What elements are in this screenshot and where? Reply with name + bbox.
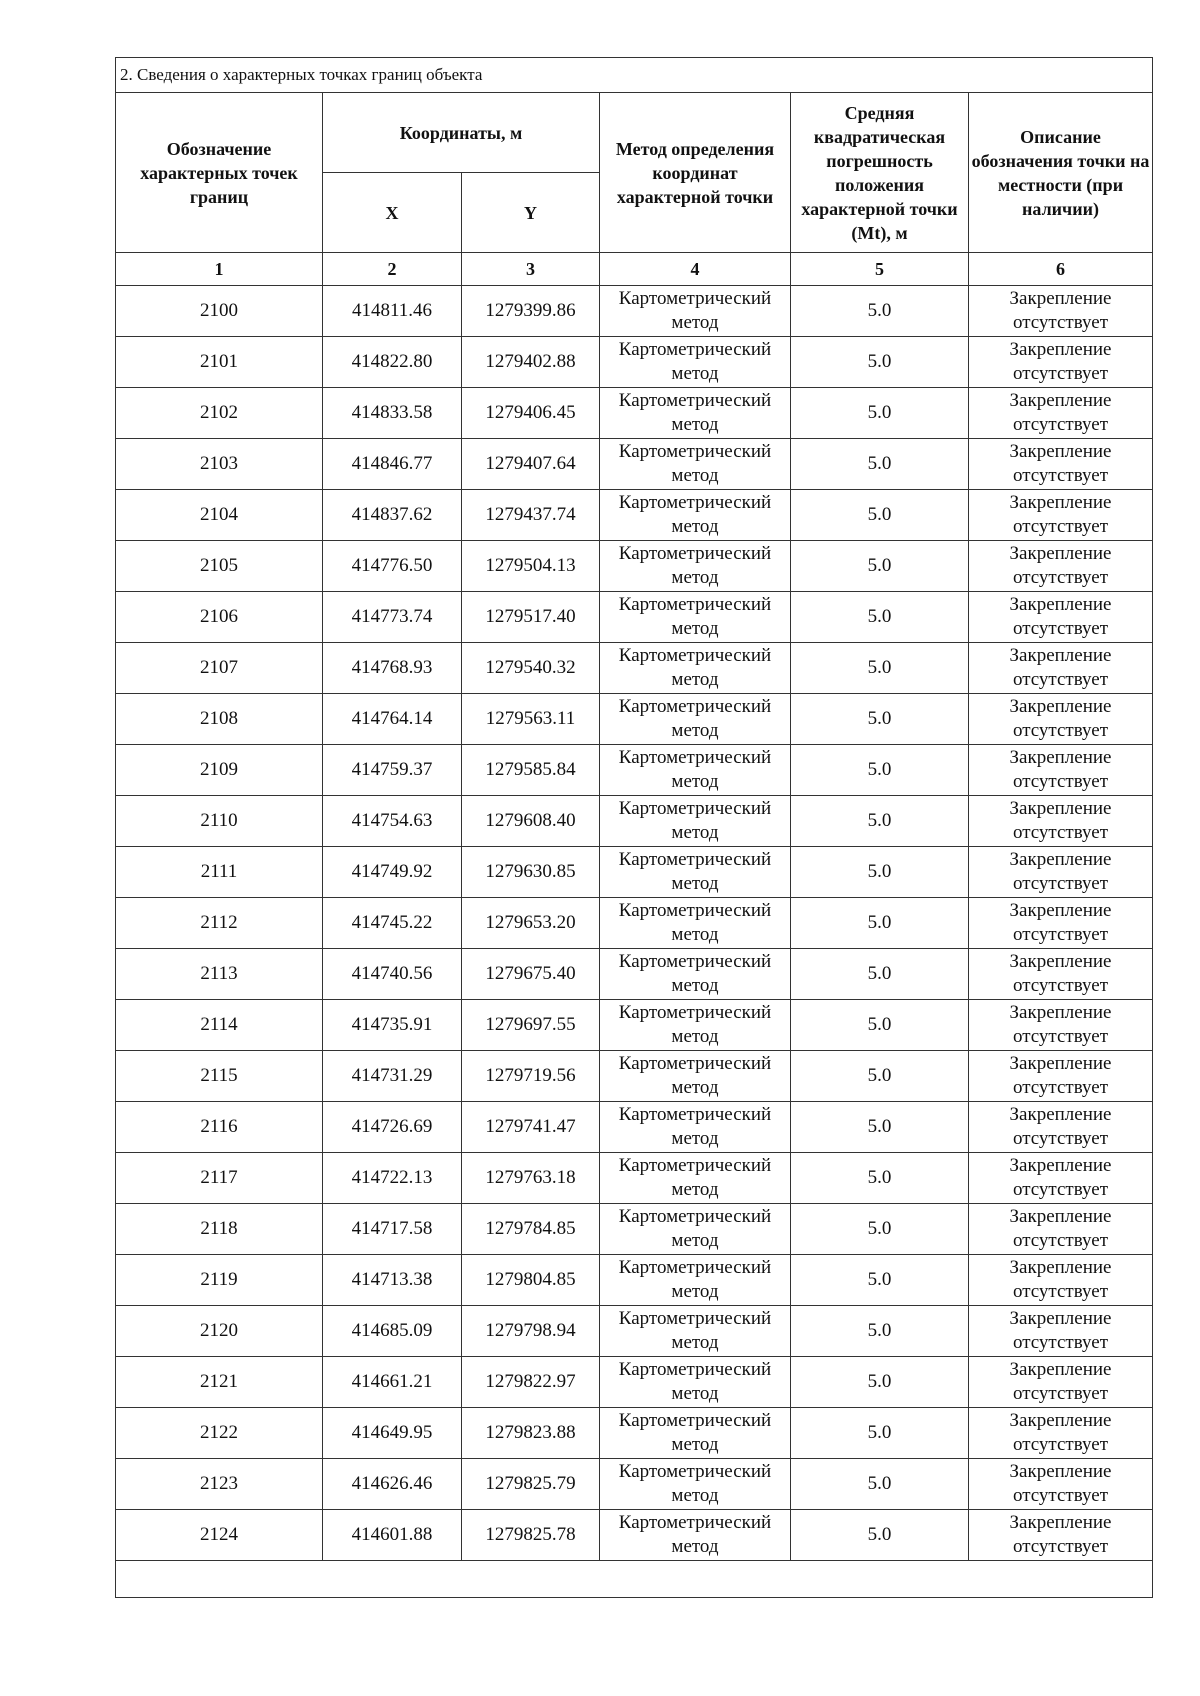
cell-method: Картометрический метод (600, 694, 791, 745)
table-row (116, 745, 1153, 796)
cell-description: Закрепление отсутствует (969, 1153, 1153, 1204)
cell-x: 414740.56 (323, 949, 462, 1000)
cell-y: 1279763.18 (462, 1153, 600, 1204)
cell-x: 414626.46 (323, 1459, 462, 1510)
cell-description: Закрепление отсутствует (969, 1000, 1153, 1051)
table-row (116, 1051, 1153, 1102)
table-row (116, 1255, 1153, 1306)
cell-description: Закрепление отсутствует (969, 439, 1153, 490)
cell-description: Закрепление отсутствует (969, 388, 1153, 439)
cell-error: 5.0 (791, 592, 969, 643)
cell-y: 1279437.74 (462, 490, 600, 541)
cell-error: 5.0 (791, 1255, 969, 1306)
cell-error: 5.0 (791, 1459, 969, 1510)
table-row (116, 694, 1153, 745)
cell-x: 414764.14 (323, 694, 462, 745)
cell-error: 5.0 (791, 949, 969, 1000)
cell-x: 414713.38 (323, 1255, 462, 1306)
cell-description: Закрепление отсутствует (969, 1102, 1153, 1153)
cell-point-id: 2116 (116, 1102, 323, 1153)
cell-x: 414685.09 (323, 1306, 462, 1357)
table-row (116, 1153, 1153, 1204)
cell-error: 5.0 (791, 490, 969, 541)
header-y: Y (462, 173, 600, 253)
table-body (116, 286, 1153, 1561)
cell-x: 414749.92 (323, 847, 462, 898)
cell-description: Закрепление отсутствует (969, 949, 1153, 1000)
cell-method: Картометрический метод (600, 1102, 791, 1153)
cell-x: 414754.63 (323, 796, 462, 847)
cell-y: 1279825.78 (462, 1510, 600, 1561)
cell-method: Картометрический метод (600, 1357, 791, 1408)
cell-y: 1279407.64 (462, 439, 600, 490)
cell-y: 1279402.88 (462, 337, 600, 388)
cell-method: Картометрический метод (600, 796, 791, 847)
cell-description: Закрепление отсутствует (969, 541, 1153, 592)
cell-method: Картометрический метод (600, 388, 791, 439)
cell-x: 414745.22 (323, 898, 462, 949)
cell-x: 414811.46 (323, 286, 462, 337)
empty-footer-row (116, 1561, 1153, 1598)
table-row (116, 1357, 1153, 1408)
table-row (116, 388, 1153, 439)
cell-x: 414722.13 (323, 1153, 462, 1204)
cell-y: 1279653.20 (462, 898, 600, 949)
cell-method: Картометрический метод (600, 1051, 791, 1102)
table-row (116, 1000, 1153, 1051)
cell-y: 1279675.40 (462, 949, 600, 1000)
cell-description: Закрепление отсутствует (969, 745, 1153, 796)
header-error: Средняя квадратическая погрешность положения характерной точки (Mt), м (791, 93, 969, 253)
cell-point-id: 2115 (116, 1051, 323, 1102)
column-number-row (116, 253, 1153, 286)
column-number: 2 (323, 253, 462, 286)
table-row (116, 490, 1153, 541)
cell-method: Картометрический метод (600, 541, 791, 592)
cell-method: Картометрический метод (600, 847, 791, 898)
cell-x: 414837.62 (323, 490, 462, 541)
cell-y: 1279784.85 (462, 1204, 600, 1255)
cell-point-id: 2120 (116, 1306, 323, 1357)
cell-point-id: 2119 (116, 1255, 323, 1306)
cell-point-id: 2100 (116, 286, 323, 337)
boundary-points-table (115, 57, 1153, 1598)
table-row (116, 541, 1153, 592)
cell-y: 1279630.85 (462, 847, 600, 898)
document-page (115, 57, 1152, 1598)
cell-point-id: 2103 (116, 439, 323, 490)
header-description: Описание обозначения точки на местности (при наличии) (969, 93, 1153, 253)
cell-point-id: 2123 (116, 1459, 323, 1510)
cell-x: 414822.80 (323, 337, 462, 388)
header-method: Метод определения координат характерной точки (600, 93, 791, 253)
cell-error: 5.0 (791, 337, 969, 388)
cell-error: 5.0 (791, 388, 969, 439)
header-point-designation: Обозначение характерных точек границ (116, 93, 323, 253)
column-number: 1 (116, 253, 323, 286)
empty-footer-cell (116, 1561, 1153, 1598)
table-row (116, 337, 1153, 388)
cell-y: 1279741.47 (462, 1102, 600, 1153)
cell-point-id: 2110 (116, 796, 323, 847)
cell-description: Закрепление отсутствует (969, 1459, 1153, 1510)
cell-description: Закрепление отсутствует (969, 1204, 1153, 1255)
cell-point-id: 2106 (116, 592, 323, 643)
table-row (116, 1408, 1153, 1459)
cell-description: Закрепление отсутствует (969, 1051, 1153, 1102)
table-row (116, 1459, 1153, 1510)
cell-y: 1279608.40 (462, 796, 600, 847)
cell-y: 1279697.55 (462, 1000, 600, 1051)
cell-description: Закрепление отсутствует (969, 898, 1153, 949)
cell-point-id: 2117 (116, 1153, 323, 1204)
header-x: X (323, 173, 462, 253)
cell-x: 414846.77 (323, 439, 462, 490)
cell-point-id: 2108 (116, 694, 323, 745)
cell-description: Закрепление отсутствует (969, 337, 1153, 388)
cell-x: 414759.37 (323, 745, 462, 796)
cell-y: 1279504.13 (462, 541, 600, 592)
cell-method: Картометрический метод (600, 490, 791, 541)
table-row (116, 1204, 1153, 1255)
cell-x: 414649.95 (323, 1408, 462, 1459)
cell-y: 1279517.40 (462, 592, 600, 643)
cell-error: 5.0 (791, 796, 969, 847)
cell-y: 1279585.84 (462, 745, 600, 796)
cell-method: Картометрический метод (600, 1204, 791, 1255)
cell-point-id: 2118 (116, 1204, 323, 1255)
cell-x: 414661.21 (323, 1357, 462, 1408)
cell-error: 5.0 (791, 745, 969, 796)
header-coordinates: Координаты, м (323, 93, 600, 173)
table-row (116, 1102, 1153, 1153)
cell-method: Картометрический метод (600, 1000, 791, 1051)
cell-error: 5.0 (791, 694, 969, 745)
cell-point-id: 2107 (116, 643, 323, 694)
column-number: 6 (969, 253, 1153, 286)
cell-x: 414601.88 (323, 1510, 462, 1561)
table-row (116, 796, 1153, 847)
cell-error: 5.0 (791, 1510, 969, 1561)
cell-error: 5.0 (791, 1102, 969, 1153)
cell-point-id: 2124 (116, 1510, 323, 1561)
cell-error: 5.0 (791, 439, 969, 490)
table-row (116, 847, 1153, 898)
cell-description: Закрепление отсутствует (969, 643, 1153, 694)
table-row (116, 439, 1153, 490)
cell-error: 5.0 (791, 1408, 969, 1459)
cell-method: Картометрический метод (600, 337, 791, 388)
cell-method: Картометрический метод (600, 643, 791, 694)
cell-x: 414768.93 (323, 643, 462, 694)
cell-error: 5.0 (791, 286, 969, 337)
cell-method: Картометрический метод (600, 286, 791, 337)
cell-x: 414833.58 (323, 388, 462, 439)
cell-point-id: 2112 (116, 898, 323, 949)
cell-description: Закрепление отсутствует (969, 1357, 1153, 1408)
cell-x: 414726.69 (323, 1102, 462, 1153)
table-row (116, 643, 1153, 694)
column-number: 5 (791, 253, 969, 286)
cell-error: 5.0 (791, 1357, 969, 1408)
cell-point-id: 2104 (116, 490, 323, 541)
cell-description: Закрепление отсутствует (969, 1255, 1153, 1306)
table-row (116, 592, 1153, 643)
cell-x: 414731.29 (323, 1051, 462, 1102)
cell-x: 414717.58 (323, 1204, 462, 1255)
cell-method: Картометрический метод (600, 949, 791, 1000)
cell-description: Закрепление отсутствует (969, 1306, 1153, 1357)
cell-description: Закрепление отсутствует (969, 1408, 1153, 1459)
cell-point-id: 2102 (116, 388, 323, 439)
table-row (116, 898, 1153, 949)
cell-error: 5.0 (791, 898, 969, 949)
cell-point-id: 2111 (116, 847, 323, 898)
cell-point-id: 2101 (116, 337, 323, 388)
cell-error: 5.0 (791, 1153, 969, 1204)
cell-method: Картометрический метод (600, 1255, 791, 1306)
cell-point-id: 2114 (116, 1000, 323, 1051)
cell-error: 5.0 (791, 541, 969, 592)
cell-description: Закрепление отсутствует (969, 847, 1153, 898)
cell-description: Закрепление отсутствует (969, 1510, 1153, 1561)
cell-x: 414776.50 (323, 541, 462, 592)
column-number: 3 (462, 253, 600, 286)
cell-error: 5.0 (791, 1051, 969, 1102)
cell-description: Закрепление отсутствует (969, 796, 1153, 847)
cell-method: Картометрический метод (600, 745, 791, 796)
cell-error: 5.0 (791, 1306, 969, 1357)
table-row (116, 286, 1153, 337)
cell-y: 1279540.32 (462, 643, 600, 694)
cell-y: 1279406.45 (462, 388, 600, 439)
cell-description: Закрепление отсутствует (969, 694, 1153, 745)
table-row (116, 949, 1153, 1000)
cell-error: 5.0 (791, 847, 969, 898)
cell-point-id: 2109 (116, 745, 323, 796)
cell-y: 1279823.88 (462, 1408, 600, 1459)
cell-error: 5.0 (791, 643, 969, 694)
cell-description: Закрепление отсутствует (969, 286, 1153, 337)
cell-description: Закрепление отсутствует (969, 592, 1153, 643)
column-number: 4 (600, 253, 791, 286)
cell-method: Картометрический метод (600, 1153, 791, 1204)
cell-y: 1279804.85 (462, 1255, 600, 1306)
cell-method: Картометрический метод (600, 1459, 791, 1510)
cell-x: 414735.91 (323, 1000, 462, 1051)
cell-method: Картометрический метод (600, 1408, 791, 1459)
cell-point-id: 2113 (116, 949, 323, 1000)
cell-method: Картометрический метод (600, 592, 791, 643)
table-row (116, 1510, 1153, 1561)
cell-x: 414773.74 (323, 592, 462, 643)
cell-method: Картометрический метод (600, 1510, 791, 1561)
cell-point-id: 2121 (116, 1357, 323, 1408)
cell-error: 5.0 (791, 1204, 969, 1255)
cell-point-id: 2122 (116, 1408, 323, 1459)
cell-y: 1279825.79 (462, 1459, 600, 1510)
cell-y: 1279798.94 (462, 1306, 600, 1357)
cell-description: Закрепление отсутствует (969, 490, 1153, 541)
cell-error: 5.0 (791, 1000, 969, 1051)
cell-method: Картометрический метод (600, 1306, 791, 1357)
cell-method: Картометрический метод (600, 439, 791, 490)
cell-y: 1279822.97 (462, 1357, 600, 1408)
cell-point-id: 2105 (116, 541, 323, 592)
cell-y: 1279563.11 (462, 694, 600, 745)
table-row (116, 1306, 1153, 1357)
cell-y: 1279399.86 (462, 286, 600, 337)
cell-method: Картометрический метод (600, 898, 791, 949)
cell-y: 1279719.56 (462, 1051, 600, 1102)
section-title: 2. Сведения о характерных точках границ объекта (116, 58, 1153, 93)
